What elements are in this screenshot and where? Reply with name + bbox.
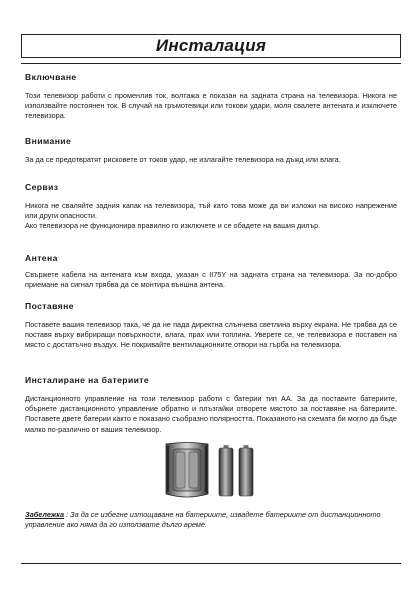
aa-battery-icon [218,445,234,497]
aa-battery-icon [238,445,254,497]
battery-note [25,510,397,530]
note-label: Забележка [25,510,65,519]
section-service [25,182,397,232]
section-text: Този телевизор работи с променлив ток, волтажа е показан на задната страна на телевизора. Никога не използвайте постоянен ток. В случай на гръмотевици или токови удари, моля свалете антената и изключете телевизора. [25,91,397,121]
page-title: Инсталация [155,36,267,55]
section-heading: Включване [25,72,77,82]
section-text: Ако телевизора не функционира правилно го изключете и се обадете на вашия дилър. [25,221,321,231]
section-heading: Инсталиране на батериите [25,375,150,385]
section-heading: Внимание [25,136,72,146]
section-heading: Сервиз [25,182,59,192]
remote-battery-compartment-icon [162,442,212,500]
section-text: Дистанционното управление на този телевизор работи с батерии тип АА. За да поставите батериите, обърнете дистанционното управление обратно и плъзгайки отворете мястото за поставяне на батериите. Поставете двете батерии както е показано съобразно полярността. Показаното на схемата би могло да бъде малко по-различно от вашия телевизор. [25,394,397,434]
section-warning [25,136,397,165]
section-antenna [25,253,397,290]
title-box [21,34,401,58]
section-heading: Поставяне [25,301,74,311]
section-power [25,72,397,122]
section-heading: Антена [25,253,58,263]
section-placement [25,301,397,351]
footer-divider [21,563,401,564]
section-batteries [25,375,397,435]
section-text: За да се предотвратят рисковете от токов удар, не излагайте телевизора на дъжд или влага. [25,155,341,164]
section-text: Поставете вашия телевизор така, че да не пада директна слънчева светлина върху екрана. Не трябва да се поставя върху вибриращи повърхности, влага, прах или топлина. Уверете се, че телевизора е поставен на място с достатъчно въздух. Не покривайте вентилационните отвори на гърба на телевизора. [25,320,397,350]
title-divider [21,63,401,64]
note-text: : За да се избегне изтощаване на батериите, извадете батериите от дистанционното управление ако няма да го използвате дълго време. [25,510,381,530]
section-text: Свържете кабела на антената към входа, указан с II75Y на задната страна на телевизора. За по-добро приемане на сигнал трябва да се монтира външна антена. [25,270,397,290]
section-text: Никога не сваляйте задния капак на телевизора, тъй като това може да ви изложи на високо напрежение или други опасности. [25,201,397,221]
